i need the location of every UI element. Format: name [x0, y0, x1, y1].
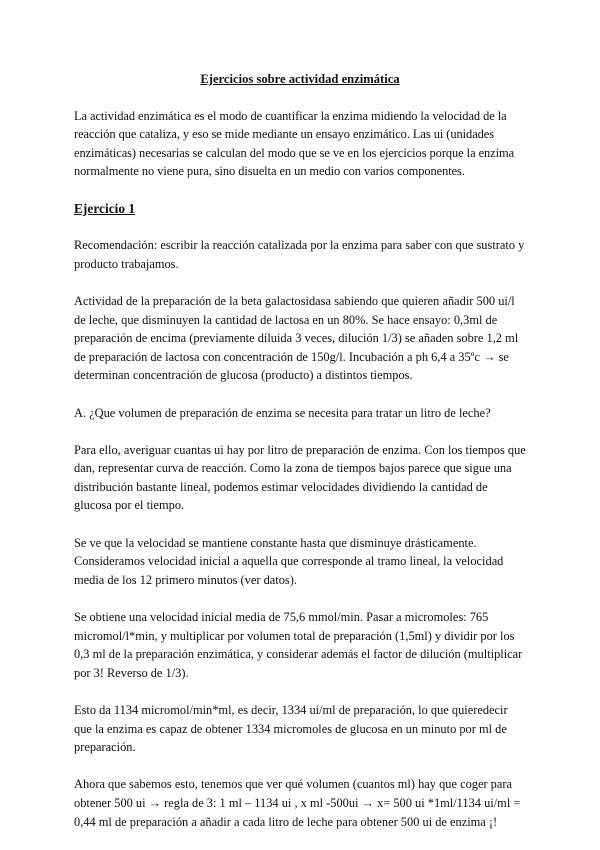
result-paragraph: Esto da 1134 micromol/min*ml, es decir, 1334 ui/ml de preparación, lo que quieredecir que la enzima es capaz de obtener 1334 micromoles de glucosa en un minuto por ml de preparación.: [74, 703, 508, 755]
method-paragraph: Para ello, averiguar cuantas ui hay por litro de preparación de enzima. Con los tiempos que dan, representar curva de reacción. Como la zona de tiempos bajos parece que sigue una distribución bastante lineal, podemos estimar velocidades dividiendo la cantidad de glucosa por el tiempo.: [74, 442, 526, 513]
velocity-paragraph: Se ve que la velocidad se mantiene constante hasta que disminuye drásticamente. Consideramos velocidad inicial a aquella que corresponde al tramo lineal, la velocidad media de los 12 primero minutos (ver datos).: [74, 535, 504, 587]
exercise-heading: Ejercicio 1: [74, 200, 136, 216]
conclusion-paragraph: Ahora que sabemos esto, tenemos que ver qué volumen (cuantos ml) hay que coger para obtener 500 ui → regla de 3: 1 ml – 1134 ui , x ml -500ui → x= 500 ui *1ml/1134 ui/ml = 0,44 ml de preparación a añadir a cada litro de leche para obtener 500 ui de enzima ¡!: [74, 777, 521, 829]
intro-paragraph: La actividad enzimática es el modo de cuantificar la enzima midiendo la velocidad de la reacción que cataliza, y eso se mide mediante un ensayo enzimático. Las ui (unidades enzimáticas) necesarias se calculan del modo que se ve en los ejercicios porque la enzima normalmente no viene pura, sino disuelta en un medio con varios componentes.: [74, 108, 515, 179]
recommendation-paragraph: Recomendación: escribir la reacción catalizada por la enzima para saber con que sustrato y producto trabajamos.: [74, 238, 525, 271]
activity-paragraph: Actividad de la preparación de la beta galactosidasa sabiendo que quieren añadir 500 ui/l de leche, que disminuyen la cantidad de lactosa en un 80%. Se hace ensayo: 0,3ml de preparación de encima (previamente diluida 3 veces, dilución 1/3) se añaden sobre 1,2 ml de preparación de lactosa con concentración de 150g/l. Incubación a ph 6,4 a 35ºc → se determinan concentración de glucosa (producto) a distintos tiempos.: [74, 293, 519, 383]
document-page: [74, 70, 526, 850]
calculation-paragraph: Se obtiene una velocidad inicial media de 75,6 mmol/min. Pasar a micromoles: 765 micromol/l*min, y multiplicar por volumen total de preparación (1,5ml) y dividir por los 0,3 ml de la preparación enzimática, y considerar además el factor de dilución (multiplicar por 3! Reverso de 1/3).: [74, 610, 523, 680]
question-paragraph: A. ¿Que volumen de preparación de enzima se necesita para tratar un litro de leche?: [74, 405, 491, 420]
document-title: Ejercicios sobre actividad enzimática: [200, 72, 400, 86]
